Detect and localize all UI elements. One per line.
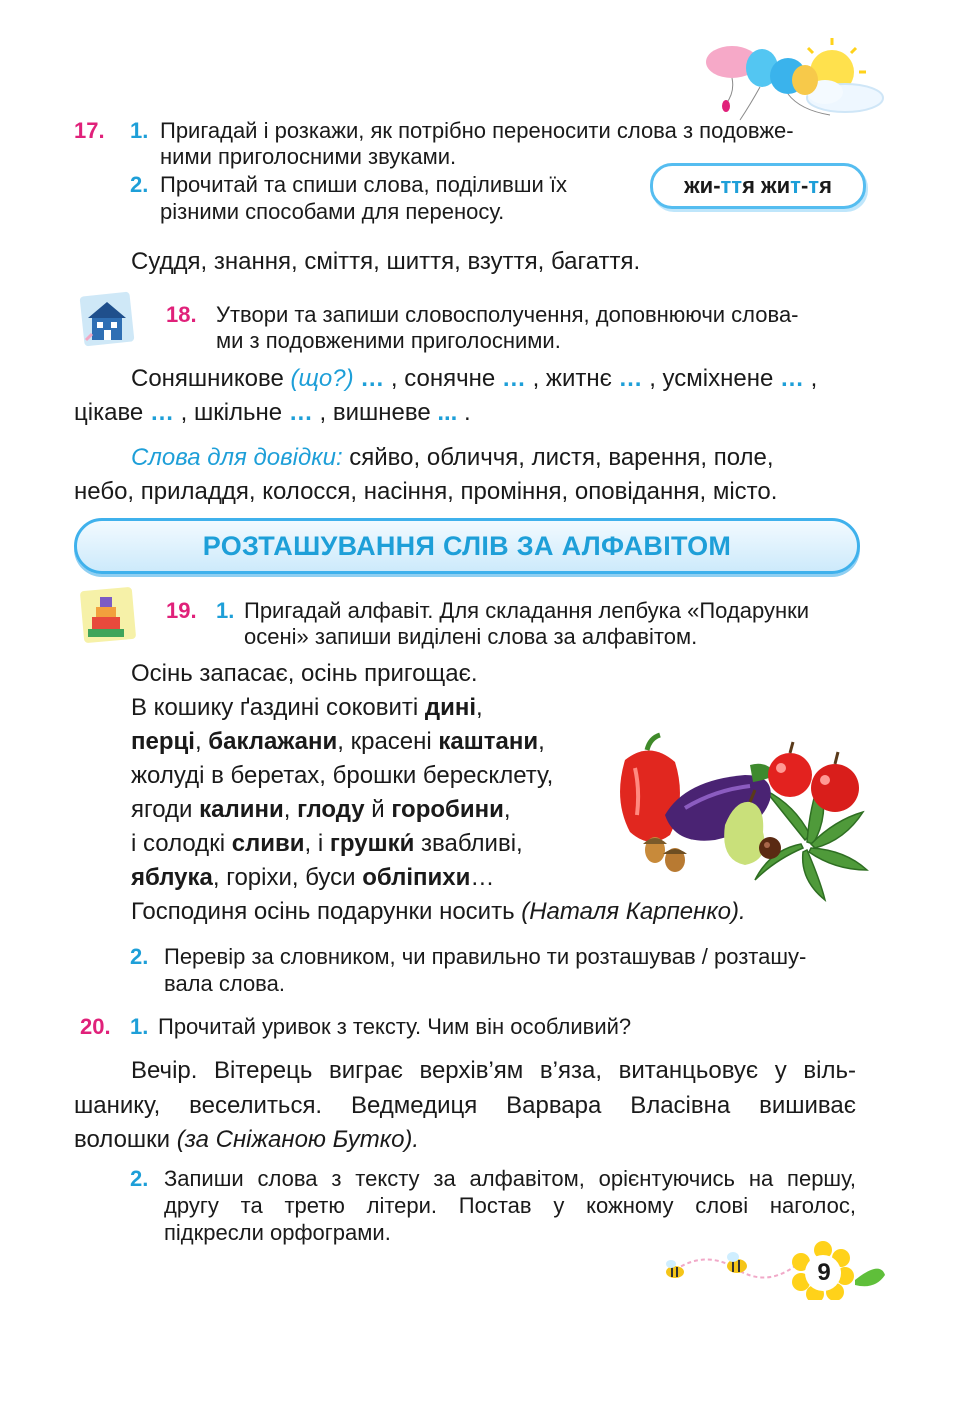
exercise-17-item2-line2: різними способами для переносу. [160, 199, 505, 224]
fruits-vegetables-illustration [595, 720, 870, 905]
poem-line-2 [131, 690, 483, 725]
hint-label: Слова для довідки: [131, 444, 343, 471]
exercise-19-item2-number: 2. [130, 944, 149, 969]
text: волошки [74, 1126, 177, 1153]
text: ягоди [131, 796, 200, 823]
hyph-highlight: тт [720, 173, 743, 198]
blank: … [360, 365, 385, 392]
highlighted-word: калини [199, 796, 284, 823]
text: , і [304, 830, 330, 857]
poem-line-5 [131, 792, 511, 827]
blank: … [501, 365, 526, 392]
text: , красені [337, 728, 439, 755]
text: , вишневе [312, 399, 438, 426]
blank: … [149, 399, 174, 426]
blank: … [618, 365, 643, 392]
exercise-18-number: 18. [166, 302, 197, 327]
exercise-20-item2-number: 2. [130, 1166, 149, 1191]
poem-line-3 [131, 724, 545, 759]
exercise-19-number: 19. [166, 598, 197, 623]
text: , шкільне [173, 399, 289, 426]
highlighted-word: грушки́ [329, 830, 415, 857]
text: , [803, 365, 818, 392]
section-title: РОЗТАШУВАННЯ СЛІВ ЗА АЛФАВІТОМ [202, 530, 732, 561]
hyph-highlight: т [808, 173, 820, 198]
text: звабливі, [414, 830, 523, 857]
text-author: (за Сніжаною Бутко). [176, 1126, 420, 1153]
exercise-19-item1-line1: Пригадай алфавіт. Для складання лепбука «Подарунки [244, 598, 810, 623]
text: , усміхнене [642, 365, 780, 392]
highlighted-word: яблука [131, 864, 213, 891]
text: й [364, 796, 392, 823]
exercise-18-hint-line1 [131, 440, 774, 475]
blank: ... [437, 399, 458, 426]
exercise-17-item1-line1: Пригадай і розкажи, як потрібно переносити слова з подовже- [160, 118, 794, 143]
highlighted-word: сливи [231, 830, 305, 857]
blocks-card-icon [78, 585, 140, 647]
exercise-20-item2-line2: другу та третю літери. Постав у кожному слові наголос, [164, 1193, 856, 1218]
highlighted-word: дині [424, 694, 477, 721]
highlighted-word: баклажани [208, 728, 338, 755]
text: . [457, 399, 471, 426]
question-hint: (що?) [290, 365, 354, 392]
exercise-20-number: 20. [80, 1014, 111, 1039]
hint-text: сяйво, обличчя, листя, варення, поле, [342, 444, 774, 471]
exercise-20-item1-number: 1. [130, 1014, 149, 1039]
text: , горіхи, буси [212, 864, 363, 891]
text: В кошику ґаздині соковиті [131, 694, 425, 721]
poem-line-4: жолуді в беретах, брошки бересклету, [131, 762, 554, 789]
poem-line-6 [131, 826, 523, 861]
text: , [503, 796, 511, 823]
highlighted-word: горобини [391, 796, 504, 823]
exercise-20-paragraph-line2: шанику, веселиться. Ведмедиця Варвара Власівна вишиває [74, 1092, 856, 1119]
exercise-20-item1-text: Прочитай уривок з тексту. Чим він особливий? [158, 1014, 632, 1039]
text: … [470, 864, 495, 891]
exercise-20-paragraph-line3 [74, 1122, 419, 1157]
text: Соняшникове [131, 365, 291, 392]
exercise-18-line2: ми з подовженими приголосними. [216, 328, 561, 353]
exercise-17-item1-line2: ними приголосними звуками. [160, 144, 457, 169]
exercise-19-item2-line1: Перевір за словником, чи правильно ти розташував / розташу- [164, 944, 807, 969]
exercise-17-item2-line1: Прочитай та спиши слова, поділивши їх [160, 172, 568, 197]
hyph-highlight: т [790, 173, 801, 198]
exercise-20-item2-line1: Запиши слова з тексту за алфавітом, орієнтуючись на першу, [164, 1166, 856, 1191]
hyph-part: я [819, 173, 832, 198]
exercise-18-line1: Утвори та запиши словосполучення, доповнюючи слова- [216, 302, 799, 327]
exercise-17-item1-number: 1. [130, 118, 149, 143]
text: , житнє [525, 365, 619, 392]
text: , [476, 694, 483, 721]
exercise-18-sentence-line2 [74, 395, 471, 430]
balloons-sun-icon [690, 30, 900, 125]
text: , [194, 728, 209, 755]
exercise-18-hint-line2: небо, приладдя, колосся, насіння, проміння, оповідання, місто. [74, 478, 778, 505]
text: і солодкі [131, 830, 232, 857]
exercise-18-sentence-line1 [131, 361, 817, 396]
highlighted-word: перці [131, 728, 195, 755]
section-title-banner [74, 518, 860, 574]
poem-author: (Наталя Карпенко). [521, 898, 746, 925]
hyph-part: жи- [684, 173, 721, 198]
text: цікаве [74, 399, 150, 426]
bees-flower-icon [655, 1240, 890, 1300]
blank: … [288, 399, 313, 426]
hyph-part: - [800, 173, 809, 198]
hyph-part: я жи [742, 173, 791, 198]
text: , сонячне [384, 365, 502, 392]
exercise-20-paragraph-line1: Вечір. Вітерець виграє верхів’ям в’яза, витанцьовує у віль- [131, 1057, 856, 1084]
exercise-19-item2-line2: вала слова. [164, 971, 285, 996]
exercise-19-item1-line2: осені» запиши виділені слова за алфавітом. [244, 624, 698, 649]
text: , [283, 796, 298, 823]
text: , [538, 728, 545, 755]
exercise-19-item1-number: 1. [216, 598, 235, 623]
highlighted-word: глоду [297, 796, 365, 823]
blank: … [779, 365, 804, 392]
house-card-icon [78, 290, 138, 350]
exercise-17-words: Суддя, знання, сміття, шиття, взуття, багаття. [131, 248, 641, 275]
hyphenation-example-box [650, 163, 866, 209]
highlighted-word: каштани [438, 728, 539, 755]
poem-line-7 [131, 860, 494, 895]
exercise-17-item2-number: 2. [130, 172, 149, 197]
exercise-20-item2-line3: підкресли орфограми. [164, 1220, 391, 1245]
poem-line-1: Осінь запасає, осінь пригощає. [131, 660, 478, 687]
exercise-17-number: 17. [74, 118, 105, 143]
highlighted-word: обліпихи [362, 864, 471, 891]
text: Господиня осінь подарунки носить [131, 898, 522, 925]
page-number: 9 [817, 1259, 831, 1286]
